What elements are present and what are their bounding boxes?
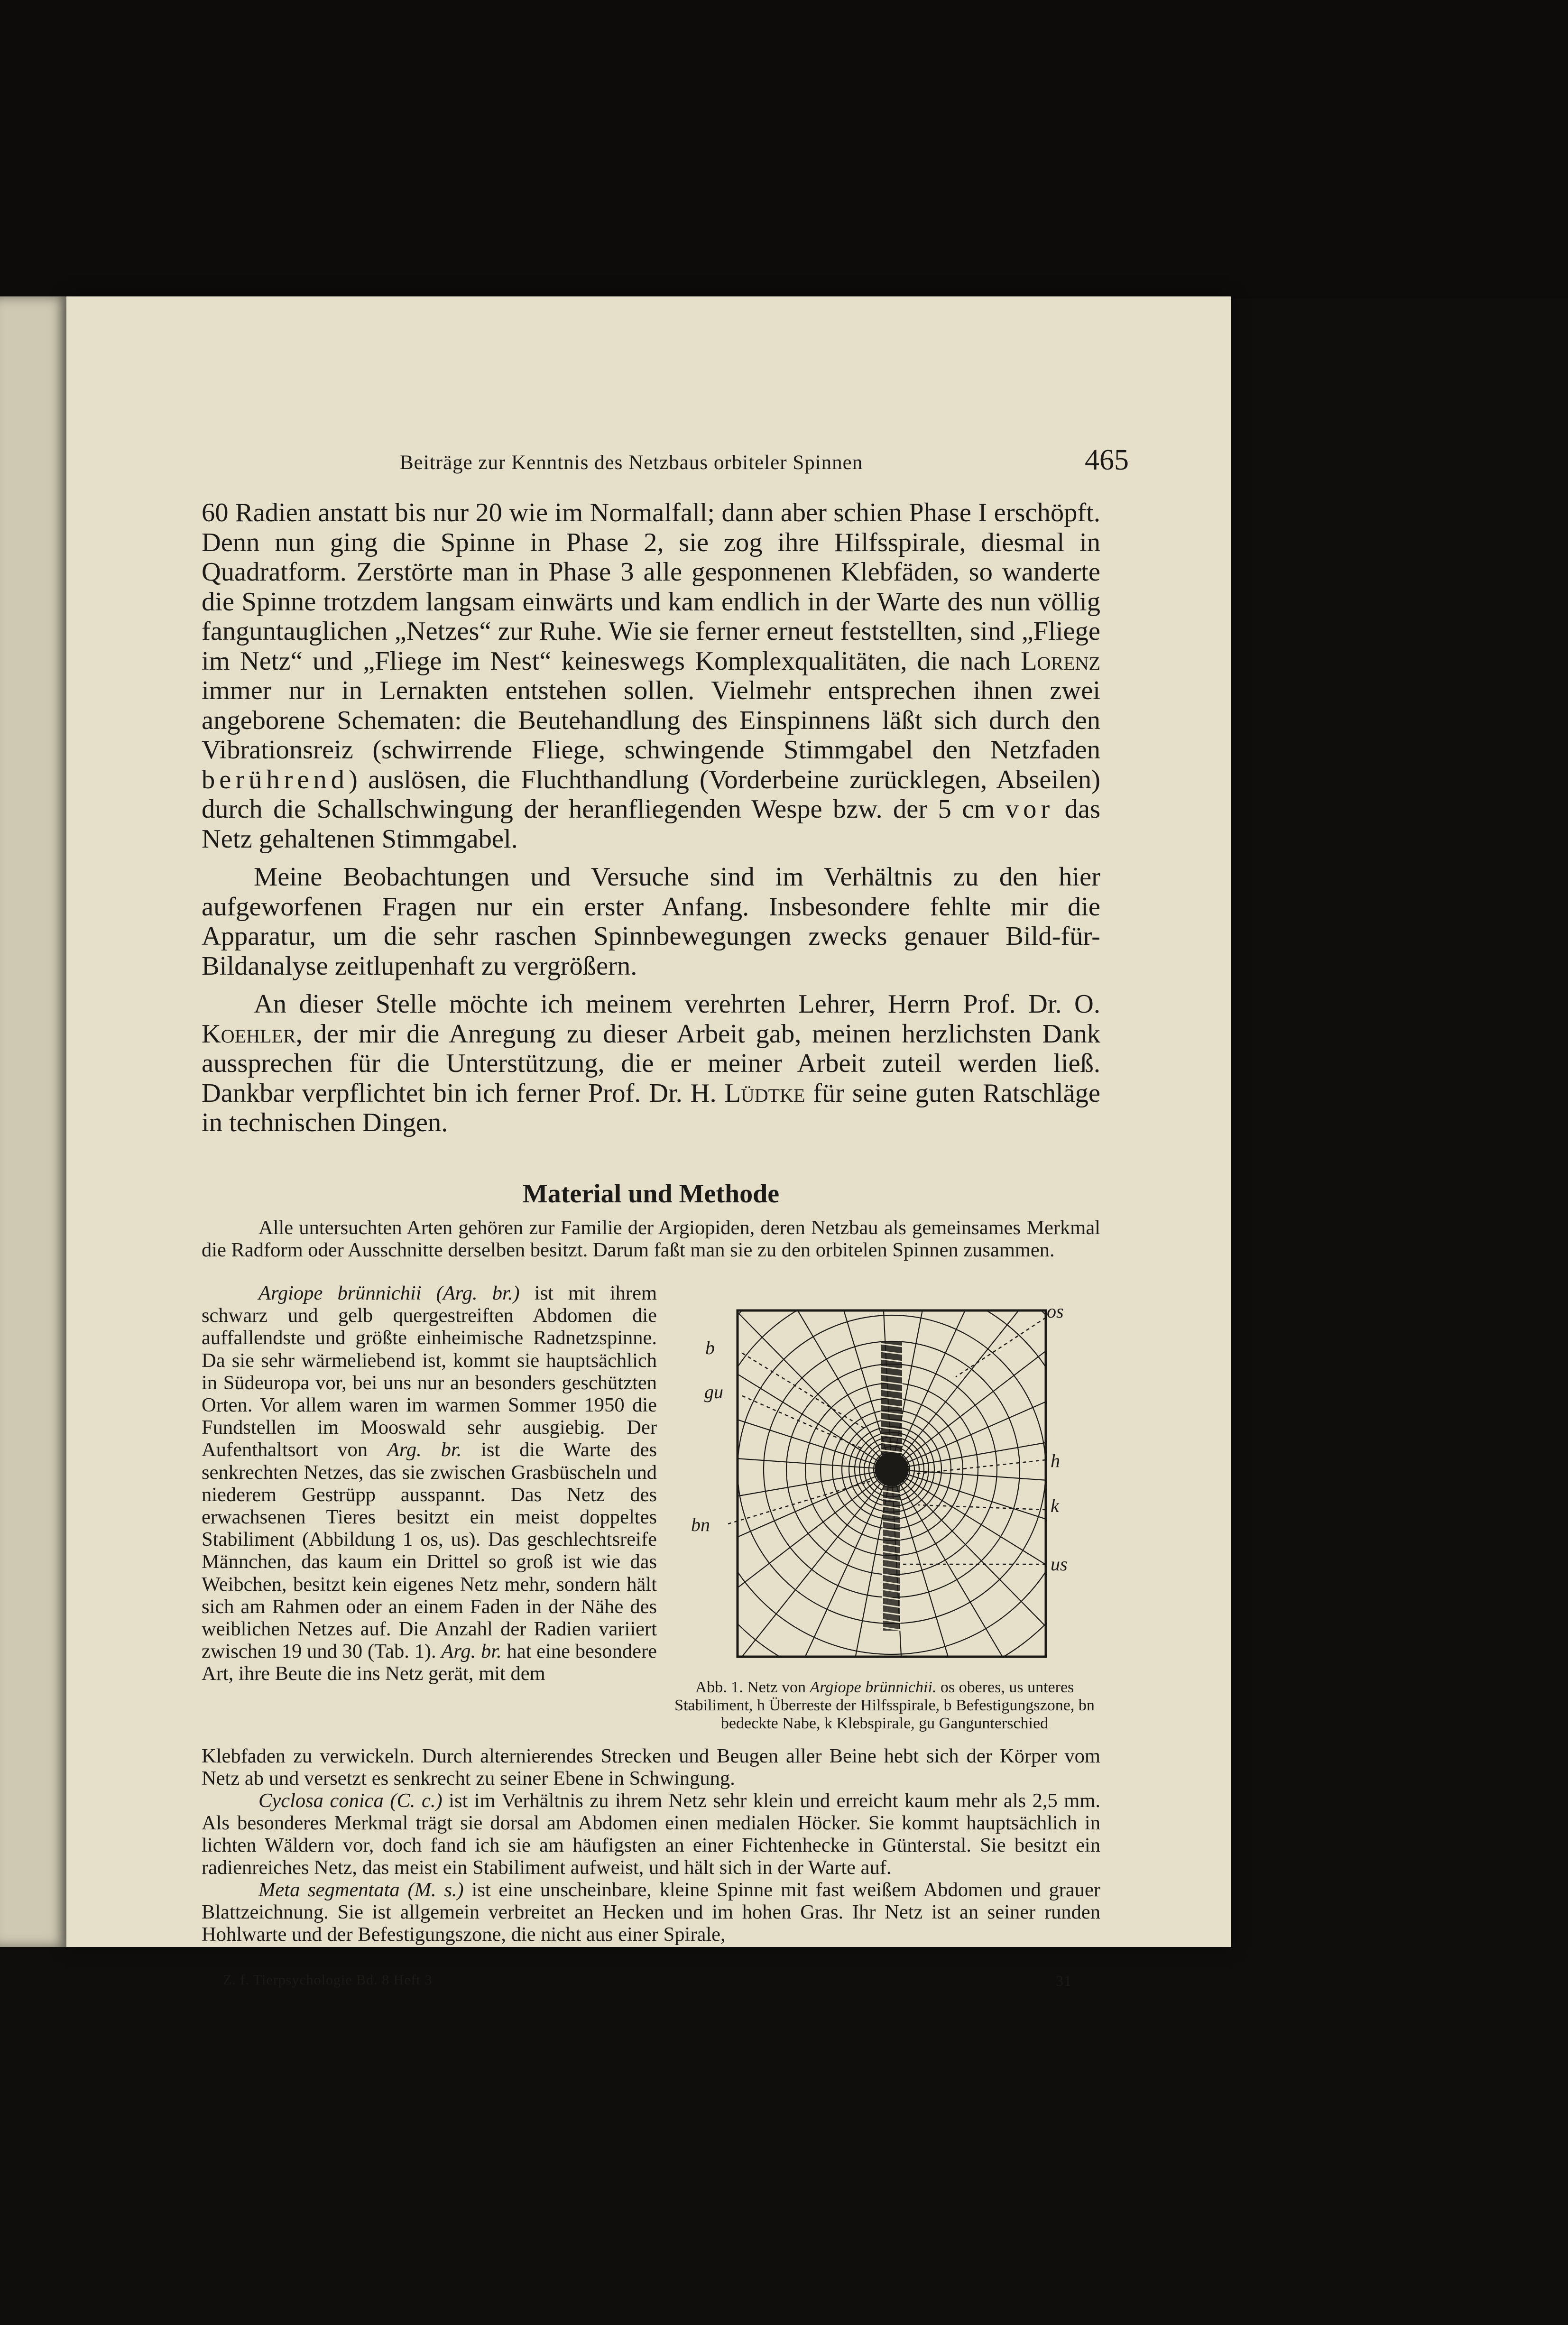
meta-paragraph — [202, 1879, 1100, 1946]
argiope-paragraph — [202, 1282, 657, 1685]
web-label-h: h — [1051, 1450, 1060, 1471]
dark-background-top — [0, 0, 1568, 299]
paragraph-1 — [202, 498, 1100, 854]
paragraph-2: Meine Beobachtungen und Versuche sind im Verhältnis zu den hier aufgeworfenen Fragen nur ein erster Anfang. Insbesondere fehlte mir die Apparatur, um die sehr raschen Spinnbewegungen zwecks genauer Bild-für-Bildanalyse zeitlupenhaft zu vergrößern. — [202, 862, 1100, 981]
p1-text-c: ) auslösen, die Fluchthandlung (Vorderbeine zurücklegen, Abseilen) durch die Schallschwingung der heranfliegenden Wespe bzw. der 5 cm — [202, 765, 1100, 824]
web-radius — [892, 1296, 1098, 1469]
p1-text-d: das Netz gehaltenen Stimmgabel. — [202, 794, 1100, 854]
abbr-arg-br-2: Arg. br. — [441, 1640, 502, 1663]
running-head: Beiträge zur Kenntnis des Netzbaus orbiteler Spinnen — [400, 452, 863, 474]
p3-text-a: An dieser Stelle möchte ich meinem verehrten Lehrer, Herrn Prof. Dr. O. — [254, 989, 1100, 1019]
spaced-beruehrend: berührend — [202, 765, 349, 794]
argiope-continued: Klebfaden zu verwickeln. Durch alternierendes Strecken und Beugen aller Beine hebt sich der Körper vom Netz ab und versetzt es senkrecht zu seiner Ebene in Schwingung. — [202, 1745, 1100, 1790]
web-radius — [892, 1469, 1061, 1676]
meta-text: ist eine unscheinbare, kleine Spinne mit fast weißem Abdomen und grauer Blattzeichnung. Sie ist allgemein verbreitet an Hecken und im hohen Gras. Ihr Netz ist an seiner runden Hohlwarte und der Befestigungszone, die nicht aus einer Spirale, — [202, 1879, 1100, 1946]
web-threads — [671, 1296, 1098, 1676]
section-intro — [202, 1217, 1100, 1261]
facing-page-edge — [0, 296, 71, 1947]
journal-reference: Z. f. Tierpsychologie Bd. 8 Heft 3 — [223, 1972, 433, 1988]
page-footer — [223, 1972, 1100, 1988]
abbr-arg-br: Arg. br. — [387, 1439, 462, 1461]
caption-prefix: Abb. 1. Netz von — [695, 1679, 810, 1696]
cyclosa-text: ist im Verhältnis zu ihrem Netz sehr klein und erreicht kaum mehr als 2,5 mm. Als besonderes Merkmal trägt sie dorsal am Abdomen einen medialen Höcker. Sie kommt hauptsächlich in lichten Wäldern vor, doch fand ich sie am häufigsten an einer Fichtenhecke in Günterstal. Sie besitzt ein radienreiches Netz, das meist ein Stabiliment aufweist, und hält sich in der Warte auf. — [202, 1790, 1100, 1879]
cyclosa-paragraph — [202, 1790, 1100, 1879]
page-header — [202, 443, 1129, 481]
web-radius — [684, 1469, 892, 1676]
web-label-b: b — [705, 1337, 715, 1358]
body-text — [202, 498, 1100, 1138]
caption-species: Argiope brünnichii. — [810, 1679, 937, 1696]
species-descriptions — [202, 1745, 1100, 1946]
caption-legend: os oberes, us unteres Stabiliment, h Überreste der Hilfsspirale, b Befestigungszone, bn bedeckte Nabe, k Klebspirale, gu Gangunterschied — [674, 1679, 1095, 1732]
signature-mark: 31 — [1056, 1972, 1072, 1989]
book-page — [66, 296, 1231, 1989]
figure-1 — [671, 1296, 1098, 1733]
species-argiope: Argiope brünnichii (Arg. br.) — [258, 1282, 520, 1304]
intro-paragraph: Alle untersuchten Arten gehören zur Familie der Argiopiden, deren Netzbau als gemeinsames Merkmal die Radform oder Ausschnitte derselben besitzt. Darum faßt man sie zu den orbitelen Spinnen zusammen. — [202, 1217, 1100, 1261]
figure-caption — [671, 1679, 1098, 1733]
spaced-vor: vor — [1005, 794, 1054, 824]
author-koehler: Koehler — [202, 1019, 296, 1049]
p1-text-b: immer nur in Lernakten entstehen sollen. Vielmehr entsprechen ihnen zwei angeborene Schematen: die Beutehandlung des Einspinnens läßt sich durch den Vibrationsreiz (schwirrende Fliege, schwingende Stimmgabel den Netzfaden — [202, 676, 1100, 765]
section-heading: Material und Methode — [522, 1179, 780, 1209]
author-lorenz: Lorenz — [1021, 646, 1100, 676]
p3-text-c: für seine guten Ratschläge in technischen Dingen. — [202, 1078, 1100, 1137]
web-label-os: os — [1047, 1301, 1064, 1322]
argiope-text-c: hat eine besondere Art, ihre Beute die ins Netz gerät, mit dem — [202, 1640, 657, 1685]
leader-b — [742, 1353, 866, 1429]
p1-text-a: 60 Radien anstatt bis nur 20 wie im Normalfall; dann aber schien Phase I erschöpft. Denn nun ging die Spinne in Phase 2, sie zog ihre Hilfsspirale, diesmal in Quadratform. Zerstörte man in Phase 3 alle gesponnenen Klebfäden, so wanderte die Spinne trotzdem langsam einwärts und kam endlich in der Warte des nun völlig fanguntauglichen „Netzes“ zur Ruhe. Wie sie ferner erneut feststellten, sind „Fliege im Netz“ und „Fliege im Nest“ keineswegs Komplexqualitäten, die nach — [202, 498, 1100, 676]
web-radius — [671, 1446, 892, 1469]
paragraph-3 — [202, 989, 1100, 1138]
page-number: 465 — [1085, 444, 1129, 476]
web-label-bn: bn — [691, 1514, 710, 1535]
author-luedtke: Lüdtke — [724, 1078, 805, 1108]
web-radius — [892, 1469, 987, 1676]
p3-text-b: , der mir die Anregung zu dieser Arbeit gab, meinen herzlichsten Dank aussprechen für die Unterstützung, die er meiner Arbeit zuteil werden ließ. Dankbar verpflichtet bin ich ferner Prof. Dr. H. — [202, 1019, 1100, 1108]
web-hub — [875, 1452, 909, 1486]
web-label-gu: gu — [704, 1381, 723, 1402]
orb-web — [671, 1296, 1098, 1676]
argiope-text-b: ist die Warte des senkrechten Netzes, das sie zwischen Grasbüscheln und niederem Gestrüpp ausspannt. Das Netz des erwachsenen Tieres besitzt ein meist doppeltes Stabiliment (Abbildung 1 os, us). Das geschlechtsreife Männchen, das kaum ein Drittel so groß ist wie das Weibchen, besitzt kein eigenes Netz mehr, sondern hält sich am Rahmen oder an einem Faden in der Nähe des weiblichen Netzes auf. Die Anzahl der Radien variiert zwischen 19 und 30 (Tab. 1). — [202, 1439, 657, 1663]
species-meta: Meta segmentata (M. s.) — [258, 1879, 464, 1901]
web-radius — [671, 1469, 892, 1603]
species-cyclosa: Cyclosa conica (C. c.) — [258, 1790, 443, 1812]
orb-web-illustration — [671, 1296, 1098, 1676]
web-radius — [892, 1296, 1098, 1469]
web-label-k: k — [1051, 1495, 1059, 1516]
web-label-us: us — [1051, 1553, 1068, 1575]
argiope-text-a: ist mit ihrem schwarz und gelb quergestreiften Abdomen die auffallendste und größte einheimische Radnetzspinne. Da sie sehr wärmeliebend ist, kommt sie hauptsächlich in Südeuropa vor, bei uns nur an besonders geschützten Orten. Vor allem waren im warmen Sommer 1950 die Fundstellen im Mooswald sehr ausgiebig. Der Aufenthaltsort von — [202, 1282, 657, 1461]
